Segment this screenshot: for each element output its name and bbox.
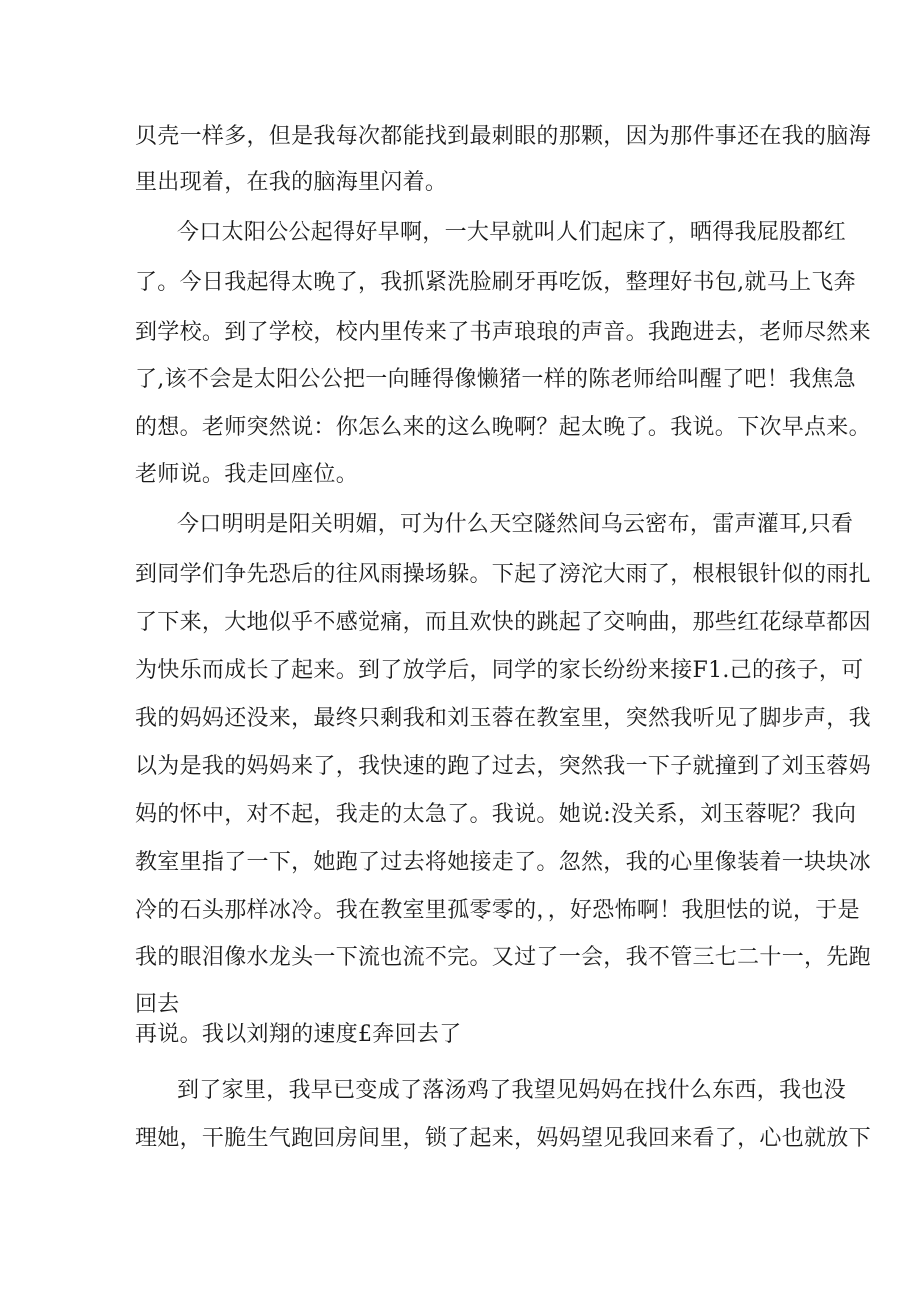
text-line: 老师说。我走回座位。 [135, 462, 359, 487]
text-line: 了。今日我起得太晚了，我抓紧洗脸刷牙再吃饭，整理好书包,就马上飞奔 [135, 270, 856, 295]
paragraph-first-line: 今口太阳公公起得好早啊，一大早就叫人们起床了，晒得我屁股都红 [177, 220, 847, 245]
text-line: 以为是我的妈妈来了，我快速的跑了过去，突然我一下子就撞到了刘玉蓉妈 [135, 754, 871, 779]
paragraph-first-line: 到了家里，我早已变成了落汤鸡了我望见妈妈在找什么东西，我也没 [177, 1078, 847, 1103]
text-line: 里出现着，在我的脑海里闪着。 [135, 170, 448, 195]
text-line: 到学校。到了学校，校内里传来了书声琅琅的声音。我跑进去，老师尽然来 [135, 320, 871, 345]
text-line: 回去 [135, 992, 180, 1017]
text-line: 贝壳一样多，但是我每次都能找到最刺眼的那颗，因为那件事还在我的脑海 [135, 124, 871, 149]
text-line: 了,该不会是太阳公公把一向睡得像懒猪一样的陈老师给叫醒了吧！我焦急 [135, 367, 856, 392]
text-line: 我的妈妈还没来，最终只剩我和刘玉蓉在教室里，突然我听见了脚步声，我 [135, 706, 871, 731]
text-line: 到同学们争先恐后的往风雨操场躲。下起了滂沱大雨了，根根银针似的雨扎 [135, 562, 871, 587]
text-line: 了下来，大地似乎不感觉痛，而且欢快的跳起了交响曲，那些红花绿草都因 [135, 610, 871, 635]
text-line: 教室里指了一下，她跑了过去将她接走了。忽然，我的心里像装着一块块冰 [135, 850, 871, 875]
text-line: 为快乐而成长了起来。到了放学后，同学的家长纷纷来接F1.己的孩子，可 [135, 658, 864, 683]
paragraph-first-line: 今口明明是阳关明媚，可为什么天空隧然间乌云密布，雷声灌耳,只看 [177, 512, 854, 537]
text-line: 的想。老师突然说：你怎么来的这么晚啊？起太晚了。我说。下次早点来。 [135, 415, 871, 440]
text-line: 我的眼泪像水龙头一下流也流不完。又过了一会，我不管三七二十一，先跑 [135, 945, 871, 970]
text-line: 理她，干脆生气跑回房间里，锁了起来，妈妈望见我回来看了，心也就放下 [135, 1126, 871, 1151]
text-line: 再说。我以刘翔的速度£奔回去了 [135, 1022, 462, 1047]
text-line: 妈的怀中，对不起，我走的太急了。我说。她说:没关系，刘玉蓉呢？我向 [135, 802, 857, 827]
text-line: 冷的石头那样冰冷。我在教室里孤零零的，，好恐怖啊！我胆怯的说，于是 [135, 898, 860, 923]
